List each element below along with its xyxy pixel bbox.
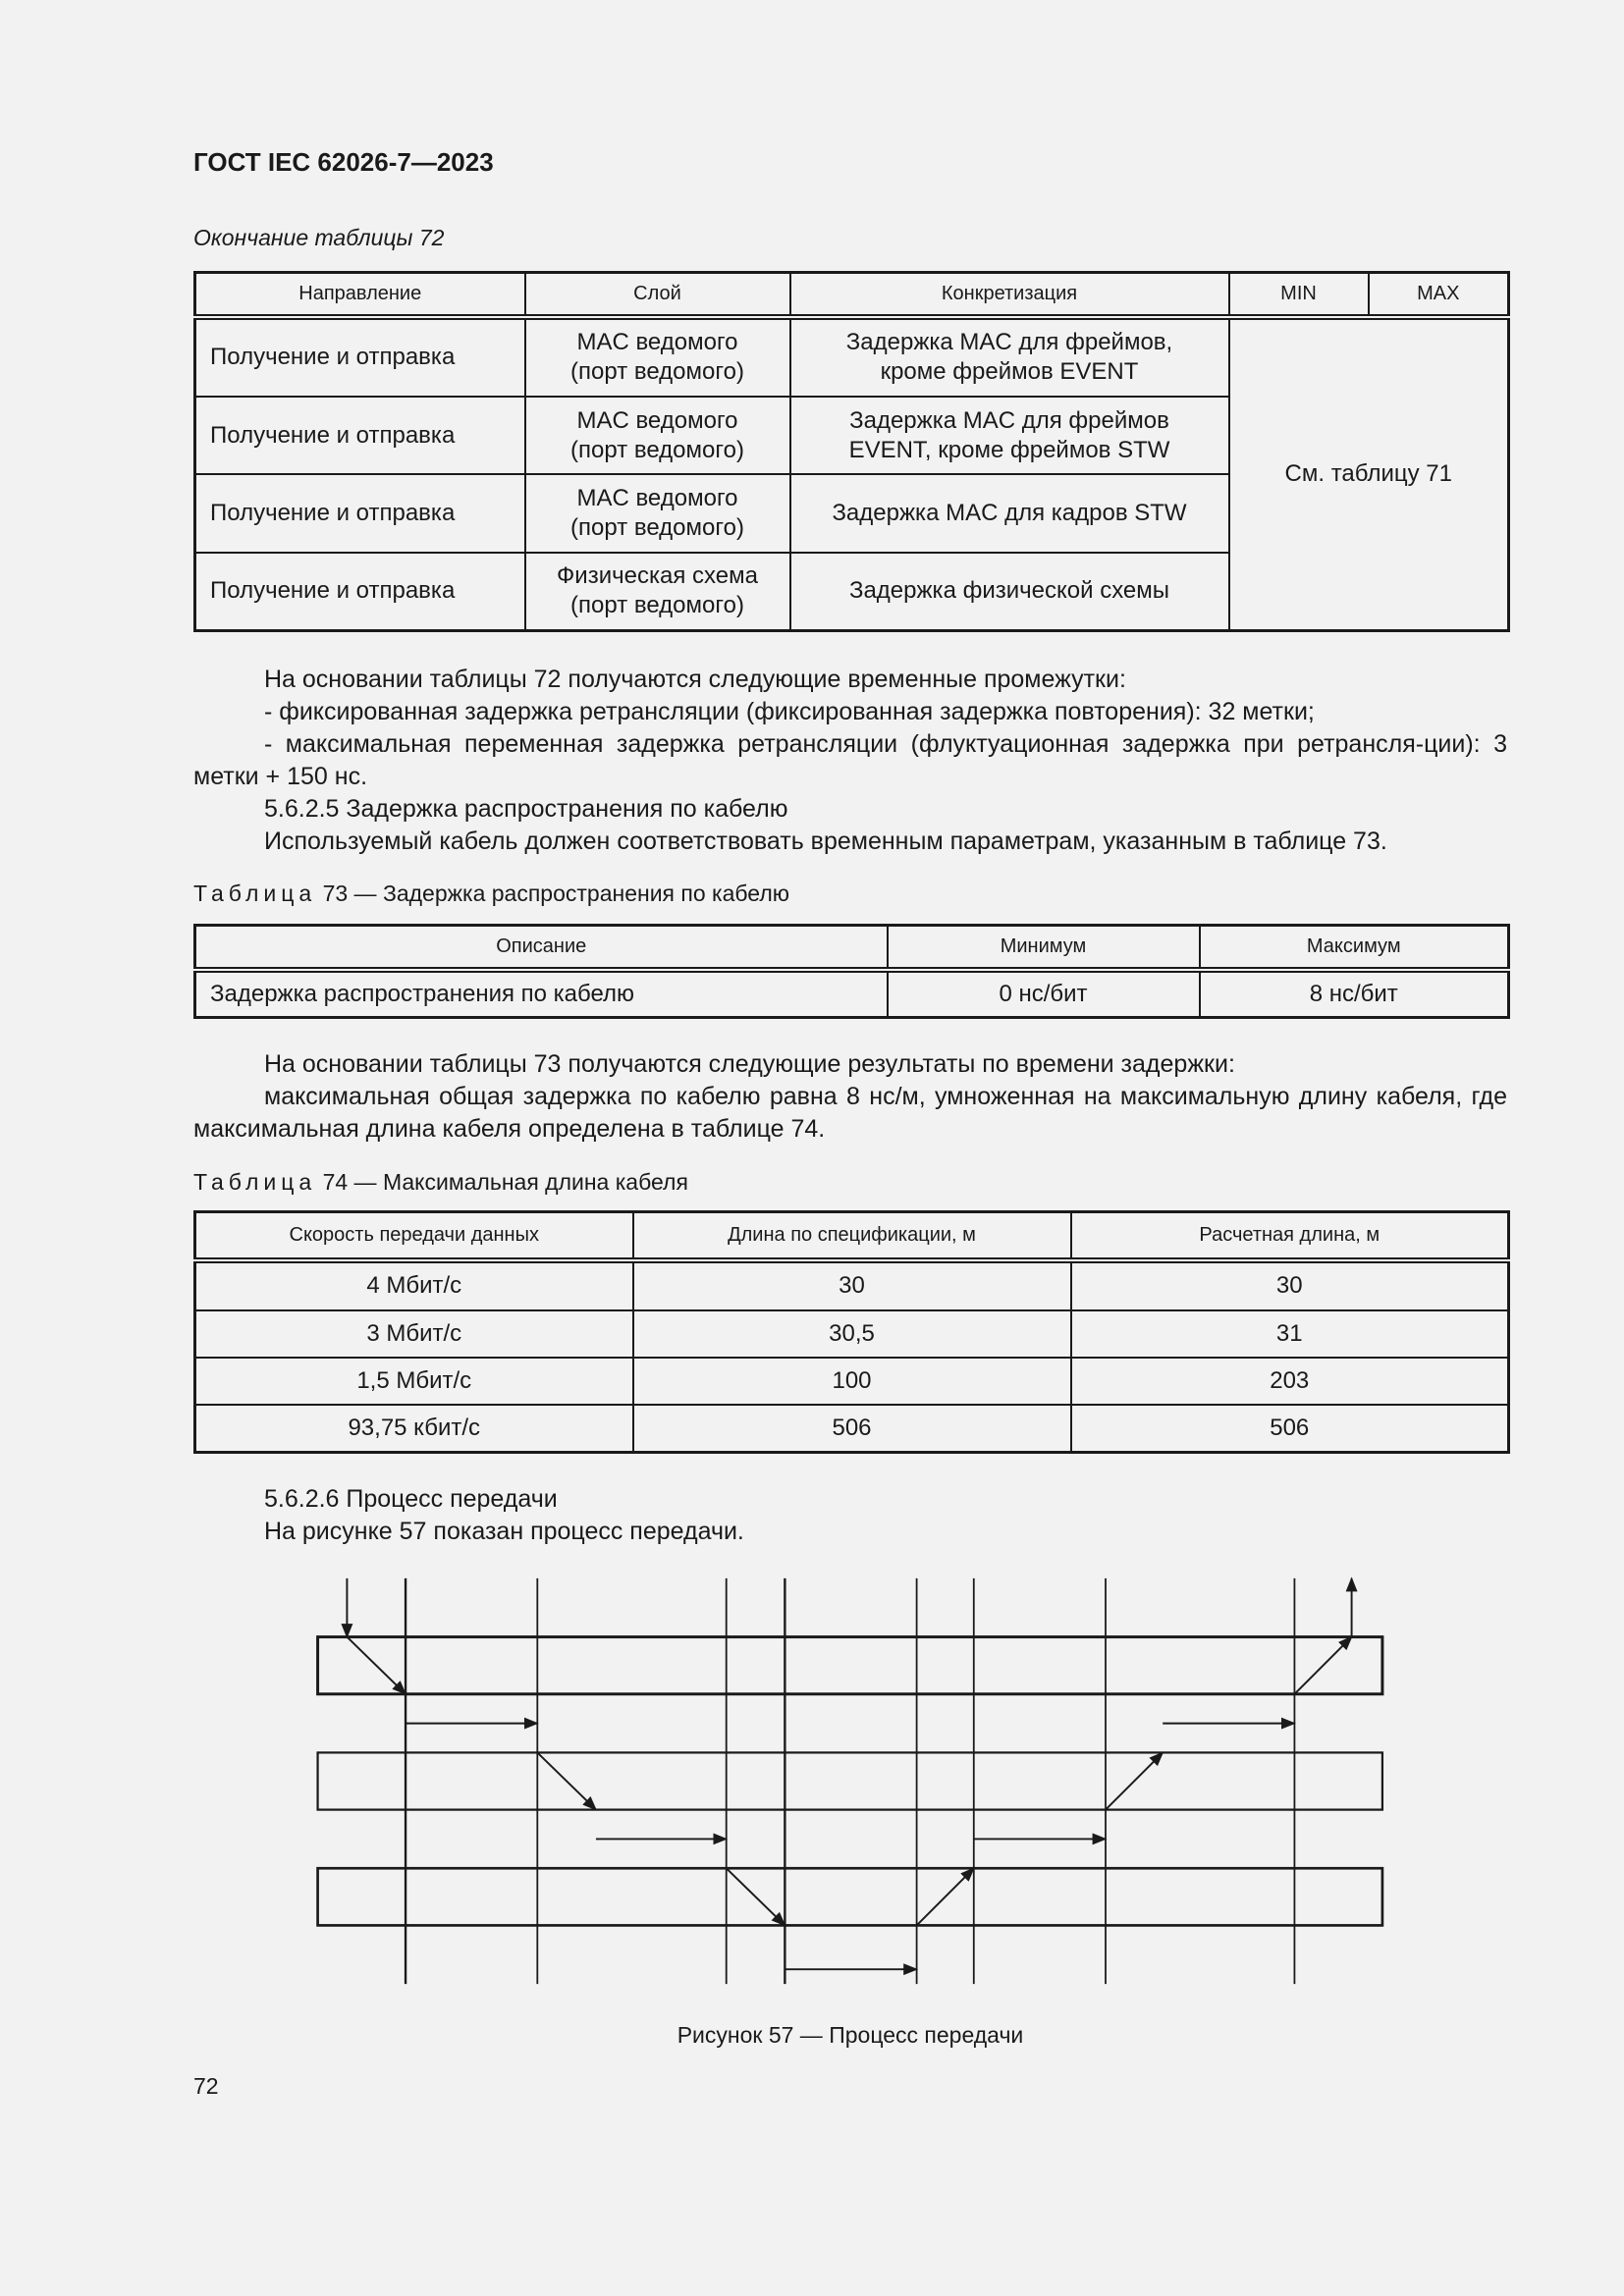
table-row [195,1405,1509,1453]
cell-direction: Получение и отправка [195,397,525,474]
column-header: Направление [195,273,525,317]
section-heading: 5.6.2.5 Задержка распространения по кабелю [264,795,788,823]
text-block-3 [193,1483,1507,1548]
layer-box-top [318,1637,1382,1694]
table72-caption: Окончание таблицы 72 [193,225,445,250]
column-header: Скорость передачи данных [195,1212,633,1260]
cell: 1,5 Мбит/с [195,1358,633,1405]
signal-arrow [727,1868,785,1925]
paragraph: максимальная общая задержка по кабелю равна 8 нс/м, умноженная на максимальную длину кабеля, где максимальная длина кабеля определена в таблице 74. [193,1083,1507,1143]
signal-arrow [1294,1637,1351,1694]
list-item: - максимальная переменная задержка ретрансляции (флуктуационная задержка при ретрансля-ции): 3 метки + 150 нс. [193,730,1507,790]
cell: 3 Мбит/с [195,1310,633,1358]
table74-caption [193,1169,688,1196]
cell-direction: Получение и отправка [195,474,525,552]
column-header: MAX [1369,273,1509,317]
caption-text: 74 — Максимальная длина кабеля [322,1169,688,1195]
cell: 93,75 кбит/с [195,1405,633,1453]
column-header: MIN [1229,273,1369,317]
paragraph: Используемый кабель должен соответствовать временным параметрам, указанным в таблице 73. [264,828,1387,855]
layer-box-middle [318,1752,1382,1809]
cell-spec: Задержка MAC для кадров STW [790,474,1229,552]
spec-line: EVENT, кроме фреймов STW [848,436,1170,463]
section-heading: 5.6.2.6 Процесс передачи [264,1485,558,1513]
layer-line: MAC ведомого [576,485,738,512]
caption-text: 73 — Задержка распространения по кабелю [322,881,789,906]
layer-line: Физическая схема [557,562,758,590]
spec-line: кроме фреймов EVENT [880,358,1139,386]
cell: 4 Мбит/с [195,1260,633,1310]
layer-line: (порт ведомого) [570,514,744,542]
table-72 [193,271,1510,632]
cell: 31 [1071,1310,1509,1358]
signal-arrow [537,1752,596,1809]
document-header: ГОСТ IEC 62026-7—2023 [193,147,494,177]
table-73 [193,924,1510,1019]
list-item: - фиксированная задержка ретрансляции (фиксированная задержка повторения): 32 метки; [264,698,1315,725]
cell: 203 [1071,1358,1509,1405]
table-74 [193,1210,1510,1454]
column-header: Расчетная длина, м [1071,1212,1509,1260]
cell: 506 [1071,1405,1509,1453]
signal-arrow [347,1637,406,1694]
transmission-process-figure [307,1567,1391,1999]
cell-direction: Получение и отправка [195,553,525,631]
column-header: Длина по спецификации, м [633,1212,1071,1260]
cell-layer [525,317,790,398]
cell: 100 [633,1358,1071,1405]
cell-spec [790,317,1229,398]
column-header: Максимум [1200,926,1509,970]
cell-minmax: См. таблицу 71 [1229,317,1509,631]
table-row [195,970,1509,1018]
column-header: Конкретизация [790,273,1229,317]
signal-arrow [917,1868,974,1925]
cell-spec [790,397,1229,474]
layer-line: MAC ведомого [576,406,738,434]
layer-line: (порт ведомого) [570,358,744,386]
table-row [195,1260,1509,1310]
caption-label: Таблица [193,881,317,906]
layer-line: (порт ведомого) [570,436,744,463]
cell: 0 нс/бит [888,970,1200,1018]
cell: 30,5 [633,1310,1071,1358]
figure-caption: Рисунок 57 — Процесс передачи [677,2022,1024,2048]
cell: 30 [633,1260,1071,1310]
paragraph: На рисунке 57 показан процесс передачи. [264,1518,744,1545]
table73-caption [193,881,789,907]
cell: 8 нс/бит [1200,970,1509,1018]
table-row [195,1358,1509,1405]
layer-line: (порт ведомого) [570,592,744,619]
cell: Задержка распространения по кабелю [195,970,888,1018]
cell: 30 [1071,1260,1509,1310]
cell-spec: Задержка физической схемы [790,553,1229,631]
column-header: Минимум [888,926,1200,970]
cell-layer [525,553,790,631]
caption-label: Таблица [193,1169,317,1195]
spec-line: Задержка MAC для фреймов, [845,329,1173,356]
cell-layer [525,474,790,552]
text-block-2 [193,1048,1507,1146]
layer-line: MAC ведомого [576,329,738,356]
cell-direction: Получение и отправка [195,317,525,398]
column-header: Слой [525,273,790,317]
text-block-1 [193,664,1507,858]
table-row [195,1310,1509,1358]
table-row [195,317,1509,398]
page-number: 72 [193,2073,219,2099]
layer-box-bottom [318,1868,1382,1925]
column-header: Описание [195,926,888,970]
cell-layer [525,397,790,474]
cell: 506 [633,1405,1071,1453]
signal-arrow [1106,1752,1163,1809]
spec-line: Задержка MAC для фреймов [849,406,1169,434]
paragraph: На основании таблицы 73 получаются следующие результаты по времени задержки: [264,1050,1235,1078]
paragraph: На основании таблицы 72 получаются следующие временные промежутки: [264,666,1126,693]
